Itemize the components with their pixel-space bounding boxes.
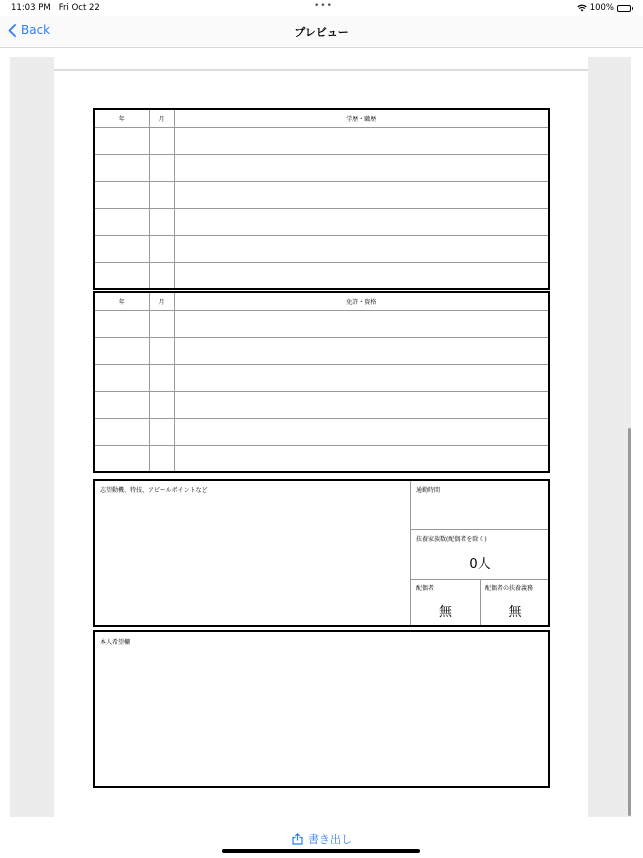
table-row bbox=[94, 127, 549, 154]
personal-wishes-box bbox=[93, 630, 550, 788]
table-row bbox=[94, 208, 549, 235]
month-header: 月 bbox=[149, 109, 174, 127]
table-row bbox=[94, 337, 549, 364]
scrollbar[interactable] bbox=[628, 428, 631, 816]
bottom-toolbar bbox=[0, 824, 643, 858]
license-table bbox=[93, 291, 550, 473]
table-row bbox=[94, 181, 549, 208]
table-row bbox=[94, 445, 549, 472]
spouse-label: 配偶者 bbox=[416, 585, 435, 592]
commute-label: 通勤時間 bbox=[416, 487, 441, 494]
table-cell bbox=[174, 208, 549, 235]
table-cell bbox=[149, 181, 174, 208]
dependents-value: 0人 bbox=[469, 557, 491, 572]
battery-percent: 100% bbox=[589, 3, 614, 13]
table-cell bbox=[149, 418, 174, 445]
table-cell bbox=[174, 418, 549, 445]
education-history-table bbox=[93, 108, 550, 290]
table-row bbox=[94, 154, 549, 181]
table-cell bbox=[94, 154, 149, 181]
content-header: 免許・資格 bbox=[174, 292, 549, 310]
table-cell bbox=[174, 310, 549, 337]
table-cell bbox=[149, 208, 174, 235]
table-cell bbox=[174, 337, 549, 364]
table-row bbox=[94, 418, 549, 445]
divider bbox=[410, 529, 548, 530]
status-bar bbox=[0, 0, 643, 16]
previous-page-edge bbox=[54, 57, 588, 71]
export-button[interactable] bbox=[292, 831, 352, 847]
table-row bbox=[94, 364, 549, 391]
table-cell bbox=[149, 445, 174, 472]
table-cell bbox=[174, 235, 549, 262]
table-cell bbox=[149, 235, 174, 262]
table-row bbox=[94, 235, 549, 262]
table-cell bbox=[94, 127, 149, 154]
dependents-label: 扶養家族数(配偶者を除く) bbox=[416, 536, 487, 543]
table-cell bbox=[149, 154, 174, 181]
table-row bbox=[94, 310, 549, 337]
table-cell bbox=[94, 235, 149, 262]
year-header: 年 bbox=[94, 292, 149, 310]
personal-wishes-label: 本人希望欄 bbox=[100, 639, 131, 646]
table-cell bbox=[149, 391, 174, 418]
spouse-support-value: 無 bbox=[508, 605, 522, 620]
table-cell bbox=[174, 181, 549, 208]
status-indicators bbox=[577, 3, 631, 13]
table-row bbox=[94, 262, 549, 289]
table-cell bbox=[149, 127, 174, 154]
table-cell bbox=[174, 154, 549, 181]
spouse-value: 無 bbox=[438, 605, 452, 620]
table-cell bbox=[94, 445, 149, 472]
table-cell bbox=[94, 262, 149, 289]
table-cell bbox=[94, 181, 149, 208]
motivation-box bbox=[93, 479, 550, 627]
spouse-support-label: 配偶者の扶養義務 bbox=[485, 585, 534, 592]
table-cell bbox=[94, 310, 149, 337]
table-cell bbox=[174, 445, 549, 472]
table-cell bbox=[174, 391, 549, 418]
month-header: 月 bbox=[149, 292, 174, 310]
year-header: 年 bbox=[94, 109, 149, 127]
table-cell bbox=[94, 208, 149, 235]
table-cell bbox=[94, 391, 149, 418]
multitasking-dots-icon[interactable]: ••• bbox=[314, 1, 333, 11]
table-cell bbox=[149, 310, 174, 337]
table-cell bbox=[174, 127, 549, 154]
table-cell bbox=[94, 418, 149, 445]
export-label: 書き出し bbox=[308, 833, 352, 846]
wifi-icon bbox=[577, 4, 587, 12]
battery-icon bbox=[617, 5, 631, 12]
share-icon bbox=[292, 833, 303, 845]
status-date: Fri Oct 22 bbox=[58, 3, 100, 13]
table-cell bbox=[149, 262, 174, 289]
divider bbox=[410, 579, 548, 580]
back-label: Back bbox=[21, 23, 51, 37]
table-cell bbox=[94, 337, 149, 364]
table-cell bbox=[94, 364, 149, 391]
status-time: 11:03 PM Fri Oct 22 bbox=[11, 3, 100, 13]
table-cell bbox=[174, 364, 549, 391]
table-cell bbox=[174, 262, 549, 289]
table-cell bbox=[149, 364, 174, 391]
motivation-label: 志望動機、特技、アピールポイントなど bbox=[100, 487, 208, 494]
home-indicator[interactable] bbox=[222, 849, 420, 853]
table-row bbox=[94, 391, 549, 418]
table-cell bbox=[149, 337, 174, 364]
page-title: プレビュー bbox=[294, 26, 349, 39]
navigation-bar bbox=[0, 16, 643, 48]
content-header: 学歴・職歴 bbox=[174, 109, 549, 127]
